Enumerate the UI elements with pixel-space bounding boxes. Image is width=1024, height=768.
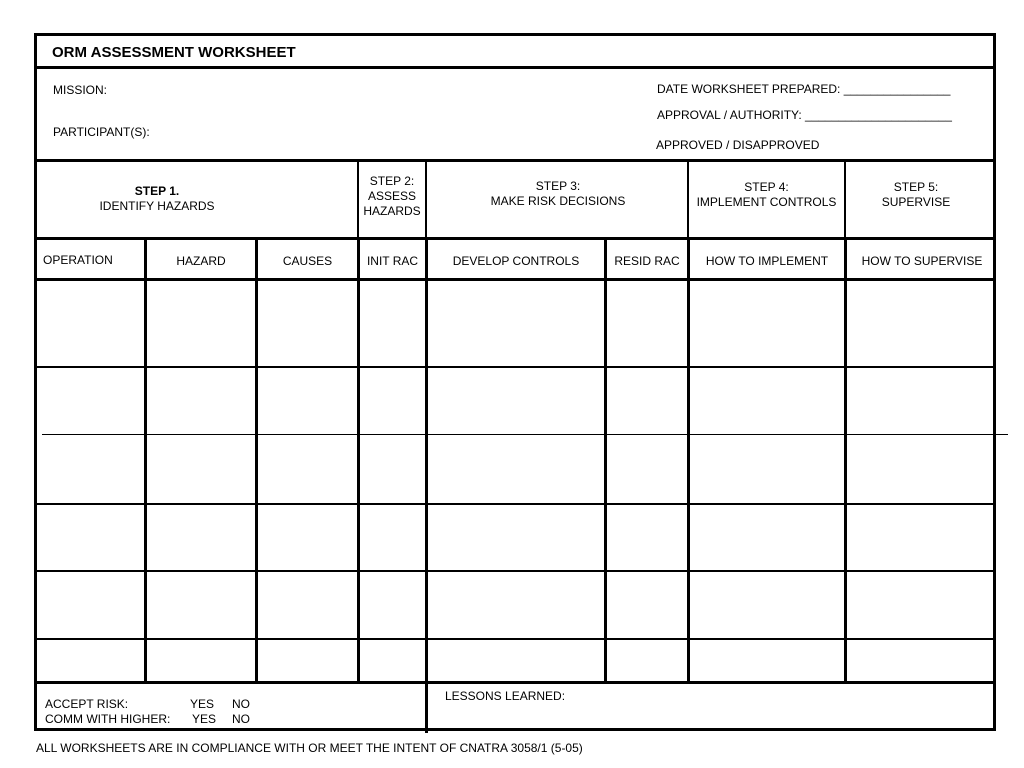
step-4-header [689, 180, 844, 210]
step-2-number: STEP 2: [369, 174, 415, 188]
header-divider [34, 159, 996, 162]
step-4-number: STEP 4: [744, 180, 789, 194]
accept-risk-yes[interactable]: YES [190, 697, 215, 711]
column-header-how-to-implement: HOW TO IMPLEMENT [705, 254, 829, 268]
col-divider-5 [604, 238, 607, 683]
compliance-note: ALL WORKSHEETS ARE IN COMPLIANCE WITH OR MEET THE INTENT OF CNATRA 3058/1 (5-05) [36, 741, 583, 755]
lessons-learned-label: LESSONS LEARNED: [445, 689, 566, 703]
row-divider-2 [42, 434, 1008, 435]
title-divider [34, 66, 996, 69]
step-1-title: IDENTIFY HAZARDS [99, 199, 215, 213]
column-header-how-to-supervise: HOW TO SUPERVISE [861, 254, 983, 268]
accept-risk-label: ACCEPT RISK: [45, 697, 129, 711]
step-divider-2 [425, 161, 427, 240]
step-3-title: MAKE RISK DECISIONS [490, 194, 626, 208]
column-header-resid-rac: RESID RAC [614, 254, 680, 268]
page-title: ORM ASSESSMENT WORKSHEET [52, 44, 296, 61]
step-2-header [359, 174, 425, 219]
approved-disapproved-label: APPROVED / DISAPPROVED [656, 138, 820, 152]
step-2-title-line1: ASSESS [367, 189, 417, 203]
column-header-operation: OPERATION [43, 253, 113, 267]
column-header-hazard: HAZARD [176, 254, 226, 268]
row-divider-3 [34, 503, 996, 505]
col-divider-3 [357, 238, 360, 683]
steps-divider [34, 237, 996, 240]
footer-divider [34, 681, 996, 684]
step-2-title-line2: HAZARDS [363, 204, 421, 218]
column-header-develop-controls: DEVELOP CONTROLS [452, 254, 580, 268]
worksheet-frame [34, 33, 996, 731]
row-divider-1 [34, 366, 996, 368]
row-divider-5 [34, 638, 996, 640]
step-1-header [37, 184, 277, 214]
step-5-title: SUPERVISE [881, 195, 951, 209]
col-divider-7 [844, 238, 847, 683]
comm-with-higher-no[interactable]: NO [232, 712, 250, 726]
column-header-causes: CAUSES [282, 254, 333, 268]
step-5-header [846, 180, 986, 210]
step-1-number: STEP 1. [134, 184, 180, 198]
column-header-init-rac: INIT RAC [366, 254, 419, 268]
accept-risk-no[interactable]: NO [232, 697, 250, 711]
step-3-number: STEP 3: [535, 179, 581, 193]
columns-divider [34, 278, 996, 281]
col-divider-1 [144, 238, 147, 683]
mission-label: MISSION: [53, 83, 108, 97]
comm-with-higher-label: COMM WITH HIGHER: [45, 712, 171, 726]
step-3-header [428, 179, 688, 209]
participants-label: PARTICIPANT(S): [53, 125, 150, 139]
col-divider-2 [255, 238, 258, 683]
date-prepared-field[interactable]: DATE WORKSHEET PREPARED: ________________ [657, 82, 951, 96]
comm-with-higher-yes[interactable]: YES [192, 712, 217, 726]
approval-authority-field[interactable]: APPROVAL / AUTHORITY: ______________________ [657, 108, 952, 122]
row-divider-4 [34, 570, 996, 572]
col-divider-4 [425, 238, 428, 733]
step-5-number: STEP 5: [893, 180, 939, 194]
col-divider-6 [687, 238, 690, 683]
step-4-title: IMPLEMENT CONTROLS [696, 195, 837, 209]
